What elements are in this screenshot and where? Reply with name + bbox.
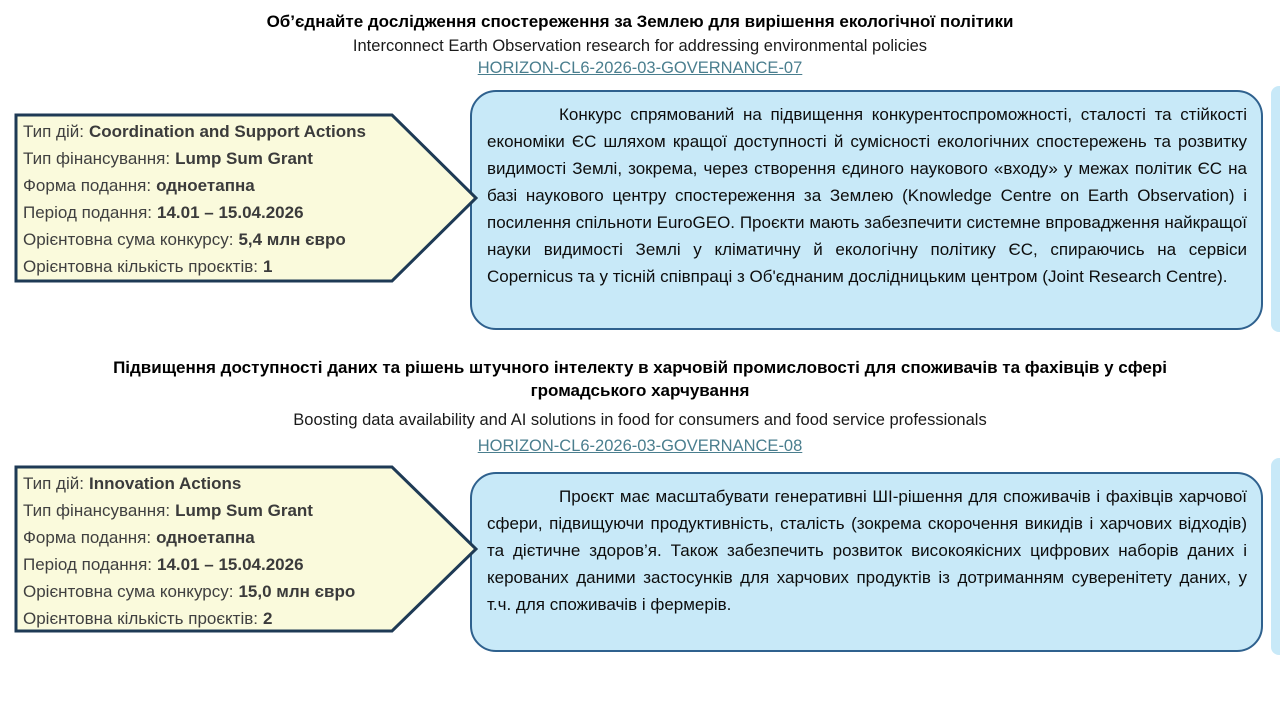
call-title-en-2: Boosting data availability and AI solutions in food for consumers and food service professionals bbox=[293, 411, 987, 429]
call-link-row-1 bbox=[0, 58, 1280, 79]
detail-value: одноетапна bbox=[156, 176, 255, 195]
detail-value: Coordination and Support Actions bbox=[88, 122, 366, 141]
detail-row bbox=[23, 172, 443, 199]
detail-row bbox=[23, 578, 443, 605]
call-details-callout-2 bbox=[14, 465, 478, 633]
detail-label: Період подання: bbox=[23, 203, 152, 222]
detail-value: Lump Sum Grant bbox=[175, 149, 313, 168]
detail-label: Тип дій: bbox=[23, 474, 84, 493]
detail-row bbox=[23, 118, 443, 145]
detail-row bbox=[23, 253, 443, 280]
detail-value: 5,4 млн євро bbox=[238, 230, 346, 249]
call-link-1[interactable]: HORIZON-CL6-2026-03-GOVERNANCE-07 bbox=[477, 59, 803, 77]
detail-value: Innovation Actions bbox=[88, 474, 242, 493]
detail-value: 1 bbox=[262, 257, 273, 276]
detail-value: 2 bbox=[262, 609, 273, 628]
detail-label: Тип фінансування: bbox=[23, 149, 171, 168]
detail-value: Lump Sum Grant bbox=[175, 501, 313, 520]
description-box-1 bbox=[470, 90, 1263, 330]
detail-label: Тип фінансування: bbox=[23, 501, 171, 520]
detail-label: Форма подання: bbox=[23, 528, 152, 547]
call-title-uk-1: Об’єднайте дослідження спостереження за Землею для вирішення екологічної політики bbox=[266, 12, 1014, 31]
call-link-2[interactable]: HORIZON-CL6-2026-03-GOVERNANCE-08 bbox=[477, 437, 803, 455]
detail-value: 15,0 млн євро bbox=[238, 582, 356, 601]
detail-row bbox=[23, 551, 443, 578]
detail-label: Орієнтовна кількість проєктів: bbox=[23, 609, 258, 628]
details-list-1 bbox=[23, 118, 443, 280]
detail-label: Орієнтовна сума конкурсу: bbox=[23, 582, 234, 601]
detail-row bbox=[23, 470, 443, 497]
detail-label: Форма подання: bbox=[23, 176, 152, 195]
detail-value: 14.01 – 15.04.2026 bbox=[157, 555, 304, 574]
description-box-2 bbox=[470, 472, 1263, 652]
detail-row bbox=[23, 605, 443, 632]
call-link-row-2 bbox=[0, 436, 1280, 457]
call-title-uk-2: Підвищення доступності даних та рішень штучного інтелекту в харчовій промисловості для споживачів та фахівців у сфері громадського харчування bbox=[113, 358, 1167, 400]
description-text-1: Конкурс спрямований на підвищення конкурентоспроможності, сталості та стійкості економіки ЄС шляхом кращої доступності й сумісності екологічних спостережень та розвитку видимості Землі, зокрема, через створення єдиного наукового «входу» у межах політик ЄС на базі наукового центру спостереження за Землею (Knowledge Centre on Earth Observation) і посилення спільноти EuroGEO. Проєкти мають забезпечити системне впровадження найкращої науки видимості Землі у кліматичну й екологічну політику ЄС, спираючись на сервіси Copernicus та у тісній співпраці з Об'єднаним дослідницьким центром (Joint Research Centre). bbox=[487, 105, 1247, 286]
detail-row bbox=[23, 524, 443, 551]
detail-value: одноетапна bbox=[156, 528, 255, 547]
description-text-2: Проєкт має масштабувати генеративні ШІ-рішення для споживачів і фахівців харчової сфери, підвищуючи продуктивність, сталість (зокрема скорочення викидів і харчових відходів) та дієтичне здоров’я. Також забезпечить розвиток високоякісних цифрових наборів даних і керованих даними застосунків для харчових продуктів із дотриманням суверенітету даних, у т.ч. для споживачів і фермерів. bbox=[487, 487, 1247, 614]
offscreen-callout-edge-2 bbox=[1271, 458, 1280, 655]
detail-label: Тип дій: bbox=[23, 122, 84, 141]
detail-label: Орієнтовна сума конкурсу: bbox=[23, 230, 234, 249]
detail-row bbox=[23, 145, 443, 172]
detail-row bbox=[23, 199, 443, 226]
detail-label: Орієнтовна кількість проєктів: bbox=[23, 257, 258, 276]
offscreen-callout-edge-1 bbox=[1271, 86, 1280, 332]
detail-label: Період подання: bbox=[23, 555, 152, 574]
detail-row bbox=[23, 497, 443, 524]
call-title-en-1: Interconnect Earth Observation research for addressing environmental policies bbox=[352, 37, 928, 55]
detail-value: 14.01 – 15.04.2026 bbox=[157, 203, 304, 222]
details-list-2 bbox=[23, 470, 443, 632]
detail-row bbox=[23, 226, 443, 253]
call-details-callout-1 bbox=[14, 113, 478, 283]
